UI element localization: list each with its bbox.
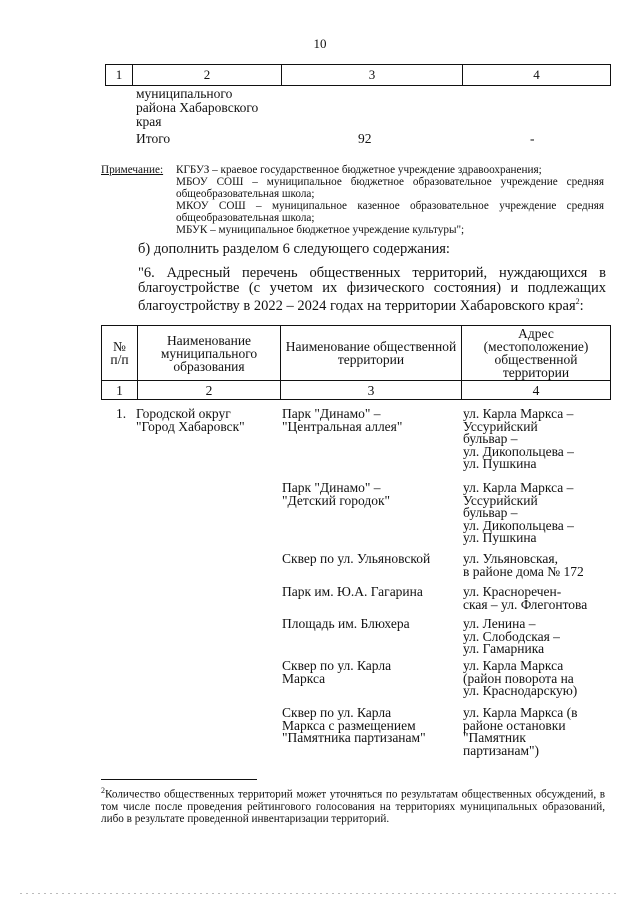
territory-address: ул. Карла Маркса (в районе остановки "Памятник партизанам") bbox=[463, 705, 578, 758]
territory-address: ул. Карла Маркса – Уссурийский бульвар – ул. Дикопольцева – ул. Пушкина bbox=[463, 480, 574, 545]
footnote-mark: 2 bbox=[101, 786, 105, 795]
header-municipality: Наименование муниципального образования bbox=[138, 326, 281, 381]
col-number-1: 1 bbox=[106, 65, 133, 86]
note-body bbox=[176, 164, 604, 236]
municipality-name: Городской округ "Город Хабаровск" bbox=[136, 406, 245, 434]
section6-title bbox=[138, 266, 606, 313]
territory-address: ул. Карла Маркса (район поворота на ул. Краснодарскую) bbox=[463, 658, 578, 698]
municipality-continuation bbox=[136, 87, 258, 129]
territory-address: ул. Красноречен- ская – ул. Флегонтова bbox=[463, 584, 588, 612]
territory-name: Парк "Динамо" – "Детский городок" bbox=[282, 480, 391, 508]
territories-table-header bbox=[101, 325, 611, 400]
footnote-divider bbox=[101, 779, 257, 780]
paragraph-b: б) дополнить разделом 6 следующего содержания: bbox=[138, 241, 450, 257]
col-number-4: 4 bbox=[463, 65, 611, 86]
territory-name: Парк им. Ю.А. Гагарина bbox=[282, 584, 423, 599]
total-value: 92 bbox=[358, 131, 372, 146]
section6-text: "6. Адресный перечень общественных территорий, нуждающихся в благоустройстве (с учетом их физического состояния) и подлежащих благоустройству в 2022 – 2024 годах на территории Хабаровского края bbox=[138, 265, 606, 314]
header-territory: Наименование общественной территории bbox=[281, 326, 462, 381]
territory-name: Сквер по ул. Карла Маркса bbox=[282, 658, 392, 686]
total-label: Итого bbox=[136, 131, 171, 146]
continuation-table-header bbox=[105, 64, 611, 86]
total-dash: - bbox=[530, 131, 535, 146]
header-number: № п/п bbox=[102, 326, 138, 381]
page-number: 10 bbox=[313, 36, 327, 51]
territory-name: Сквер по ул. Ульяновской bbox=[282, 551, 431, 566]
continuation-line: района Хабаровского bbox=[136, 100, 259, 115]
col-index-1: 1 bbox=[102, 381, 138, 400]
col-number-2: 2 bbox=[133, 65, 282, 86]
scan-artifact-line bbox=[20, 893, 620, 894]
col-index-3: 3 bbox=[281, 381, 462, 400]
row-number: 1. bbox=[116, 406, 127, 421]
note-line: МБУК – муниципальное бюджетное учреждение культуры"; bbox=[176, 224, 465, 236]
note-line: МКОУ СОШ – муниципальное казенное образовательное учреждение средняя общеобразовательная школа; bbox=[176, 200, 604, 224]
continuation-line: края bbox=[136, 114, 162, 129]
territory-address: ул. Ульяновская, в районе дома № 172 bbox=[463, 551, 584, 579]
footnote-ref: 2 bbox=[575, 297, 580, 306]
territory-name: Сквер по ул. Карла Маркса с размещением "Памятника партизанам" bbox=[282, 705, 426, 745]
col-index-4: 4 bbox=[462, 381, 611, 400]
territory-name: Парк "Динамо" – "Центральная аллея" bbox=[282, 406, 403, 434]
footnote-text: Количество общественных территорий может уточняться по результатам общественных обсуждений, в том числе после проведения рейтингового голосования на территориях муниципальных образований, либо в результате проведенной инвентаризации территорий. bbox=[101, 788, 605, 825]
territory-address: ул. Ленина – ул. Слободская – ул. Гамарника bbox=[463, 616, 560, 656]
col-number-3: 3 bbox=[282, 65, 463, 86]
footnote bbox=[101, 785, 605, 825]
territory-name: Площадь им. Блюхера bbox=[282, 616, 410, 631]
note-line: КГБУЗ – краевое государственное бюджетное учреждение здравоохранения; bbox=[176, 164, 542, 176]
section6-end: : bbox=[579, 297, 584, 314]
note-label: Примечание: bbox=[101, 164, 164, 176]
col-index-2: 2 bbox=[138, 381, 281, 400]
continuation-line: муниципального bbox=[136, 86, 233, 101]
note-line: МБОУ СОШ – муниципальное бюджетное образовательное учреждение средняя общеобразовательная школа; bbox=[176, 176, 604, 200]
territory-address: ул. Карла Маркса – Уссурийский бульвар – ул. Дикопольцева – ул. Пушкина bbox=[463, 406, 574, 471]
header-address: Адрес (местоположение) общественной территории bbox=[462, 326, 611, 381]
